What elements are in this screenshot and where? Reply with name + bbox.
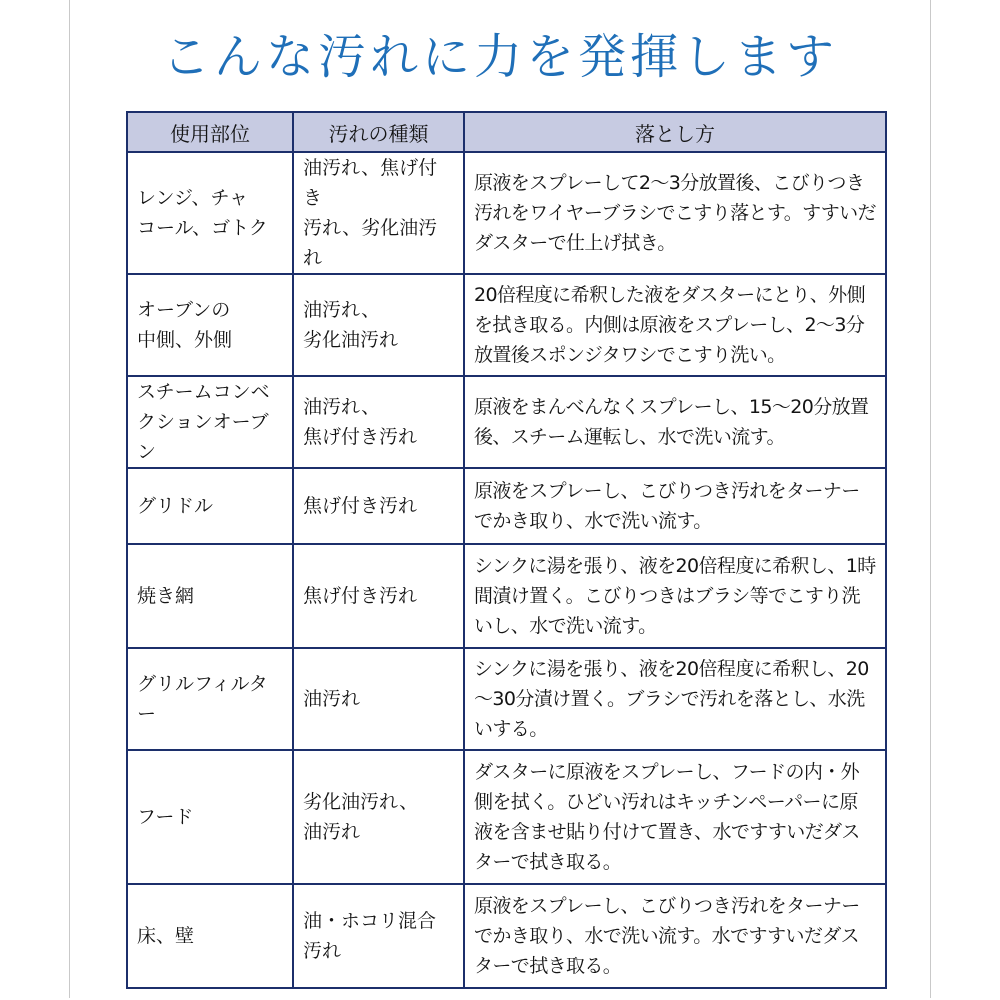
cell-method: 原液をスプレーして2～3分放置後、こびりつき汚れをワイヤーブラシでこすり落とす。すすいだダスターで仕上げ拭き。 <box>464 152 886 274</box>
table-row <box>127 884 886 988</box>
header-part: 使用部位 <box>127 112 293 152</box>
cell-part: オーブンの 中側、外側 <box>127 274 293 376</box>
cell-soil-type: 焦げ付き汚れ <box>293 468 464 544</box>
cell-part: グリルフィルター <box>127 648 293 750</box>
cell-soil-type: 油汚れ、焦げ付き 汚れ、劣化油汚れ <box>293 152 464 274</box>
table-row <box>127 274 886 376</box>
cell-method: 原液をまんべんなくスプレーし、15～20分放置後、スチーム運転し、水で洗い流す。 <box>464 376 886 468</box>
table-row <box>127 152 886 274</box>
cell-part: グリドル <box>127 468 293 544</box>
header-method: 落とし方 <box>464 112 886 152</box>
page-title: こんな汚れに力を発揮します <box>161 29 838 85</box>
header-soil-type: 汚れの種類 <box>293 112 464 152</box>
table-row <box>127 648 886 750</box>
cell-method: シンクに湯を張り、液を20倍程度に希釈し、20～30分漬け置く。ブラシで汚れを落とし、水洗いする。 <box>464 648 886 750</box>
cleaning-guide-table <box>126 111 887 989</box>
cell-method: 20倍程度に希釈した液をダスターにとり、外側を拭き取る。内側は原液をスプレーし、2～3分放置後スポンジタワシでこすり洗い。 <box>464 274 886 376</box>
table-header-row <box>127 112 886 152</box>
table-row <box>127 376 886 468</box>
cell-method: ダスターに原液をスプレーし、フードの内・外側を拭く。ひどい汚れはキッチンペーパーに原液を含ませ貼り付けて置き、水ですすいだダスターで拭き取る。 <box>464 750 886 884</box>
cell-part: 床、壁 <box>127 884 293 988</box>
table-row <box>127 750 886 884</box>
cell-method: 原液をスプレーし、こびりつき汚れをターナーでかき取り、水で洗い流す。 <box>464 468 886 544</box>
cell-part: レンジ、チャ コール、ゴトク <box>127 152 293 274</box>
cell-part: フード <box>127 750 293 884</box>
cell-soil-type: 劣化油汚れ、 油汚れ <box>293 750 464 884</box>
cell-soil-type: 油汚れ、 焦げ付き汚れ <box>293 376 464 468</box>
cell-soil-type: 油・ホコリ混合 汚れ <box>293 884 464 988</box>
cell-soil-type: 油汚れ、 劣化油汚れ <box>293 274 464 376</box>
table-row <box>127 468 886 544</box>
cell-method: 原液をスプレーし、こびりつき汚れをターナーでかき取り、水で洗い流す。水ですすいだダスターで拭き取る。 <box>464 884 886 988</box>
table-row <box>127 544 886 648</box>
cell-method: シンクに湯を張り、液を20倍程度に希釈し、1時間漬け置く。こびりつきはブラシ等でこすり洗いし、水で洗い流す。 <box>464 544 886 648</box>
cell-part: スチームコンベ クションオーブン <box>127 376 293 468</box>
cell-soil-type: 焦げ付き汚れ <box>293 544 464 648</box>
cell-soil-type: 油汚れ <box>293 648 464 750</box>
cell-part: 焼き網 <box>127 544 293 648</box>
